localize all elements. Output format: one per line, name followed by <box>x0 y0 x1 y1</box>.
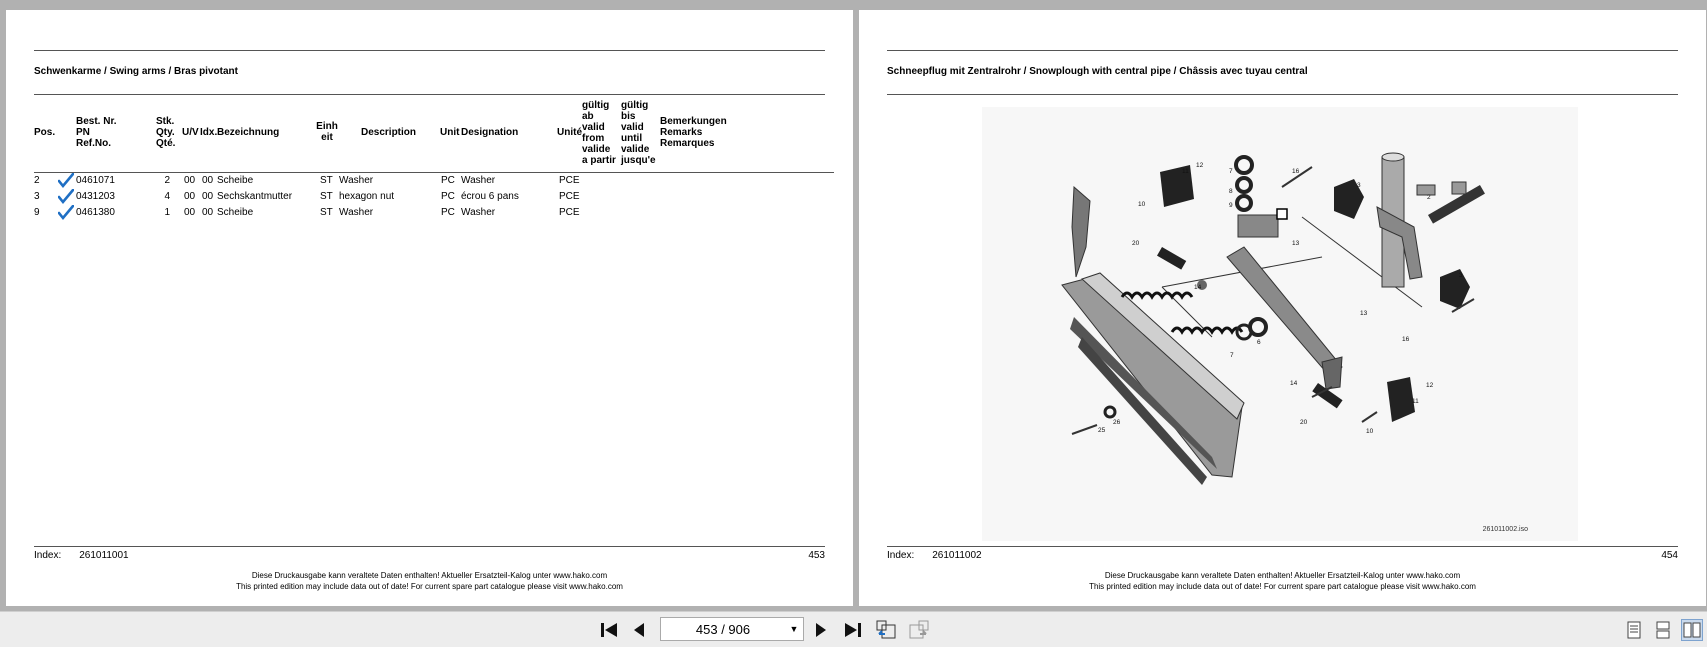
right-page <box>859 10 1706 606</box>
row-unit: PC <box>441 207 455 218</box>
callout-label: 25 <box>1098 427 1106 434</box>
callout-label: 20 <box>1132 240 1140 247</box>
callout-label: 20 <box>1300 419 1308 426</box>
snowplough-drawing <box>982 107 1578 541</box>
table-header <box>34 102 834 173</box>
callout-label: 3 <box>1357 182 1361 189</box>
row-einheit: ST <box>320 191 333 202</box>
callout-label: 10 <box>1366 428 1374 435</box>
row-pos: 9 <box>34 207 40 218</box>
callout-label: 3 <box>1459 272 1463 279</box>
col-unit: Unit <box>440 127 460 138</box>
callout-label: 12 <box>1196 162 1204 169</box>
viewer-toolbar <box>0 611 1707 647</box>
row-description: Washer <box>339 207 374 218</box>
col-uv: U/V <box>182 127 199 138</box>
back-view-icon[interactable] <box>875 619 897 641</box>
callout-label: 16 <box>1292 168 1300 175</box>
row-bezeichnung: Scheibe <box>217 207 254 218</box>
left-page <box>6 10 853 606</box>
footer-note-de: Diese Druckausgabe kann veraltete Daten enthalten! Aktueller Ersatzteil-Kalog unter www.hako.com <box>251 571 608 580</box>
row-unite: PCE <box>559 191 580 202</box>
header-rule <box>34 50 825 51</box>
footer-rule <box>887 546 1678 547</box>
row-idx: 00 <box>202 175 214 186</box>
first-page-icon[interactable] <box>598 619 620 641</box>
col-gueltig-ab: gültig ab valid from valide a partir <box>582 100 616 166</box>
row-einheit: ST <box>320 207 333 218</box>
last-page-icon[interactable] <box>842 619 864 641</box>
row-unit: PC <box>441 175 455 186</box>
callout-label: 11 <box>1412 398 1419 405</box>
check-icon <box>58 205 74 221</box>
callout-label: 12 <box>1426 382 1434 389</box>
footer-note-de: Diese Druckausgabe kann veraltete Daten enthalten! Aktueller Ersatzteil-Kalog unter www.hako.com <box>1104 571 1461 580</box>
table-row[interactable] <box>34 205 834 221</box>
row-pos: 2 <box>34 175 40 186</box>
footer-index: Index: 261011002 <box>887 550 982 561</box>
row-unite: PCE <box>559 175 580 186</box>
col-gueltig-bis: gültig bis valid until valide jusqu'e <box>621 100 656 166</box>
callout-label: 6 <box>1257 339 1261 346</box>
row-idx: 00 <box>202 191 214 202</box>
row-designation: Washer <box>461 207 496 218</box>
row-pn[interactable]: 0431203 <box>76 191 115 202</box>
row-einheit: ST <box>320 175 333 186</box>
col-einheit: Einh eit <box>316 121 338 143</box>
prev-page-icon[interactable] <box>628 619 650 641</box>
callout-label: 7 <box>1229 168 1233 175</box>
row-designation: écrou 6 pans <box>461 191 519 202</box>
callout-label: 16 <box>1402 336 1410 343</box>
page-indicator-value: 453 / 906 <box>695 621 751 637</box>
callout-label: 9 <box>1229 202 1233 209</box>
callout-label: 11 <box>1182 168 1189 175</box>
two-page-icon[interactable] <box>1681 619 1703 641</box>
row-unit: PC <box>441 191 455 202</box>
col-pos: Pos. <box>34 127 56 138</box>
row-qty: 1 <box>164 207 170 218</box>
callout-label: 26 <box>1113 419 1121 426</box>
row-pos: 3 <box>34 191 40 202</box>
row-designation: Washer <box>461 175 496 186</box>
forward-view-icon[interactable] <box>908 619 930 641</box>
header-rule <box>887 50 1678 51</box>
row-uv: 00 <box>184 191 196 202</box>
col-unite: Unité <box>557 127 582 138</box>
col-best-nr: Best. Nr. PN Ref.No. <box>76 116 117 149</box>
next-page-icon[interactable] <box>810 619 832 641</box>
col-bemerkungen: Bemerkungen Remarks Remarques <box>660 116 727 149</box>
row-uv: 00 <box>184 175 196 186</box>
table-row[interactable] <box>34 173 834 189</box>
callout-label: 7 <box>1230 352 1234 359</box>
footer-rule <box>34 546 825 547</box>
page-title: Schneepflug mit Zentralrohr / Snowplough with central pipe / Châssis avec tuyau central <box>887 66 1308 77</box>
page-title: Schwenkarme / Swing arms / Bras pivotant <box>34 66 238 77</box>
callout-label: 13 <box>1292 240 1300 247</box>
title-rule <box>34 94 825 95</box>
footer-index: Index: 261011001 <box>34 550 129 561</box>
row-qty: 2 <box>164 175 170 186</box>
callout-label: 14 <box>1194 284 1202 291</box>
page-indicator[interactable] <box>660 617 804 641</box>
callout-label: 14 <box>1290 380 1298 387</box>
col-designation: Designation <box>461 127 519 138</box>
col-qty: Stk. Qty. Qté. <box>156 116 176 149</box>
row-bezeichnung: Scheibe <box>217 175 254 186</box>
row-description: Washer <box>339 175 374 186</box>
check-icon <box>58 189 74 205</box>
col-bezeichnung: Bezeichnung <box>217 127 280 138</box>
row-qty: 4 <box>164 191 170 202</box>
footer-note-en: This printed edition may include data out of date! For current spare part catalogue please visit www.hako.com <box>1089 582 1476 591</box>
row-unite: PCE <box>559 207 580 218</box>
parts-table <box>34 102 834 221</box>
callout-label: 13 <box>1360 310 1368 317</box>
table-row[interactable] <box>34 189 834 205</box>
page-number: 453 <box>808 550 825 561</box>
callout-label: 8 <box>1229 188 1233 195</box>
single-page-icon[interactable] <box>1623 619 1645 641</box>
row-uv: 00 <box>184 207 196 218</box>
title-rule <box>887 94 1678 95</box>
continuous-page-icon[interactable] <box>1652 619 1674 641</box>
col-idx: Idx. <box>200 127 218 138</box>
footer-note-en: This printed edition may include data out of date! For current spare part catalogue please visit www.hako.com <box>236 582 623 591</box>
page-number: 454 <box>1661 550 1678 561</box>
chevron-down-icon[interactable]: ▼ <box>789 624 799 634</box>
row-pn[interactable]: 0461071 <box>76 175 115 186</box>
col-description: Description <box>361 127 417 138</box>
row-pn[interactable]: 0461380 <box>76 207 115 218</box>
check-icon <box>58 173 74 189</box>
row-bezeichnung: Sechskantmutter <box>217 191 293 202</box>
exploded-view-illustration <box>982 107 1578 541</box>
callout-label: 2 <box>1427 194 1431 201</box>
row-idx: 00 <box>202 207 214 218</box>
illustration-code: 261011002.iso <box>1482 526 1528 533</box>
row-description: hexagon nut <box>339 191 395 202</box>
callout-label: 10 <box>1138 201 1146 208</box>
